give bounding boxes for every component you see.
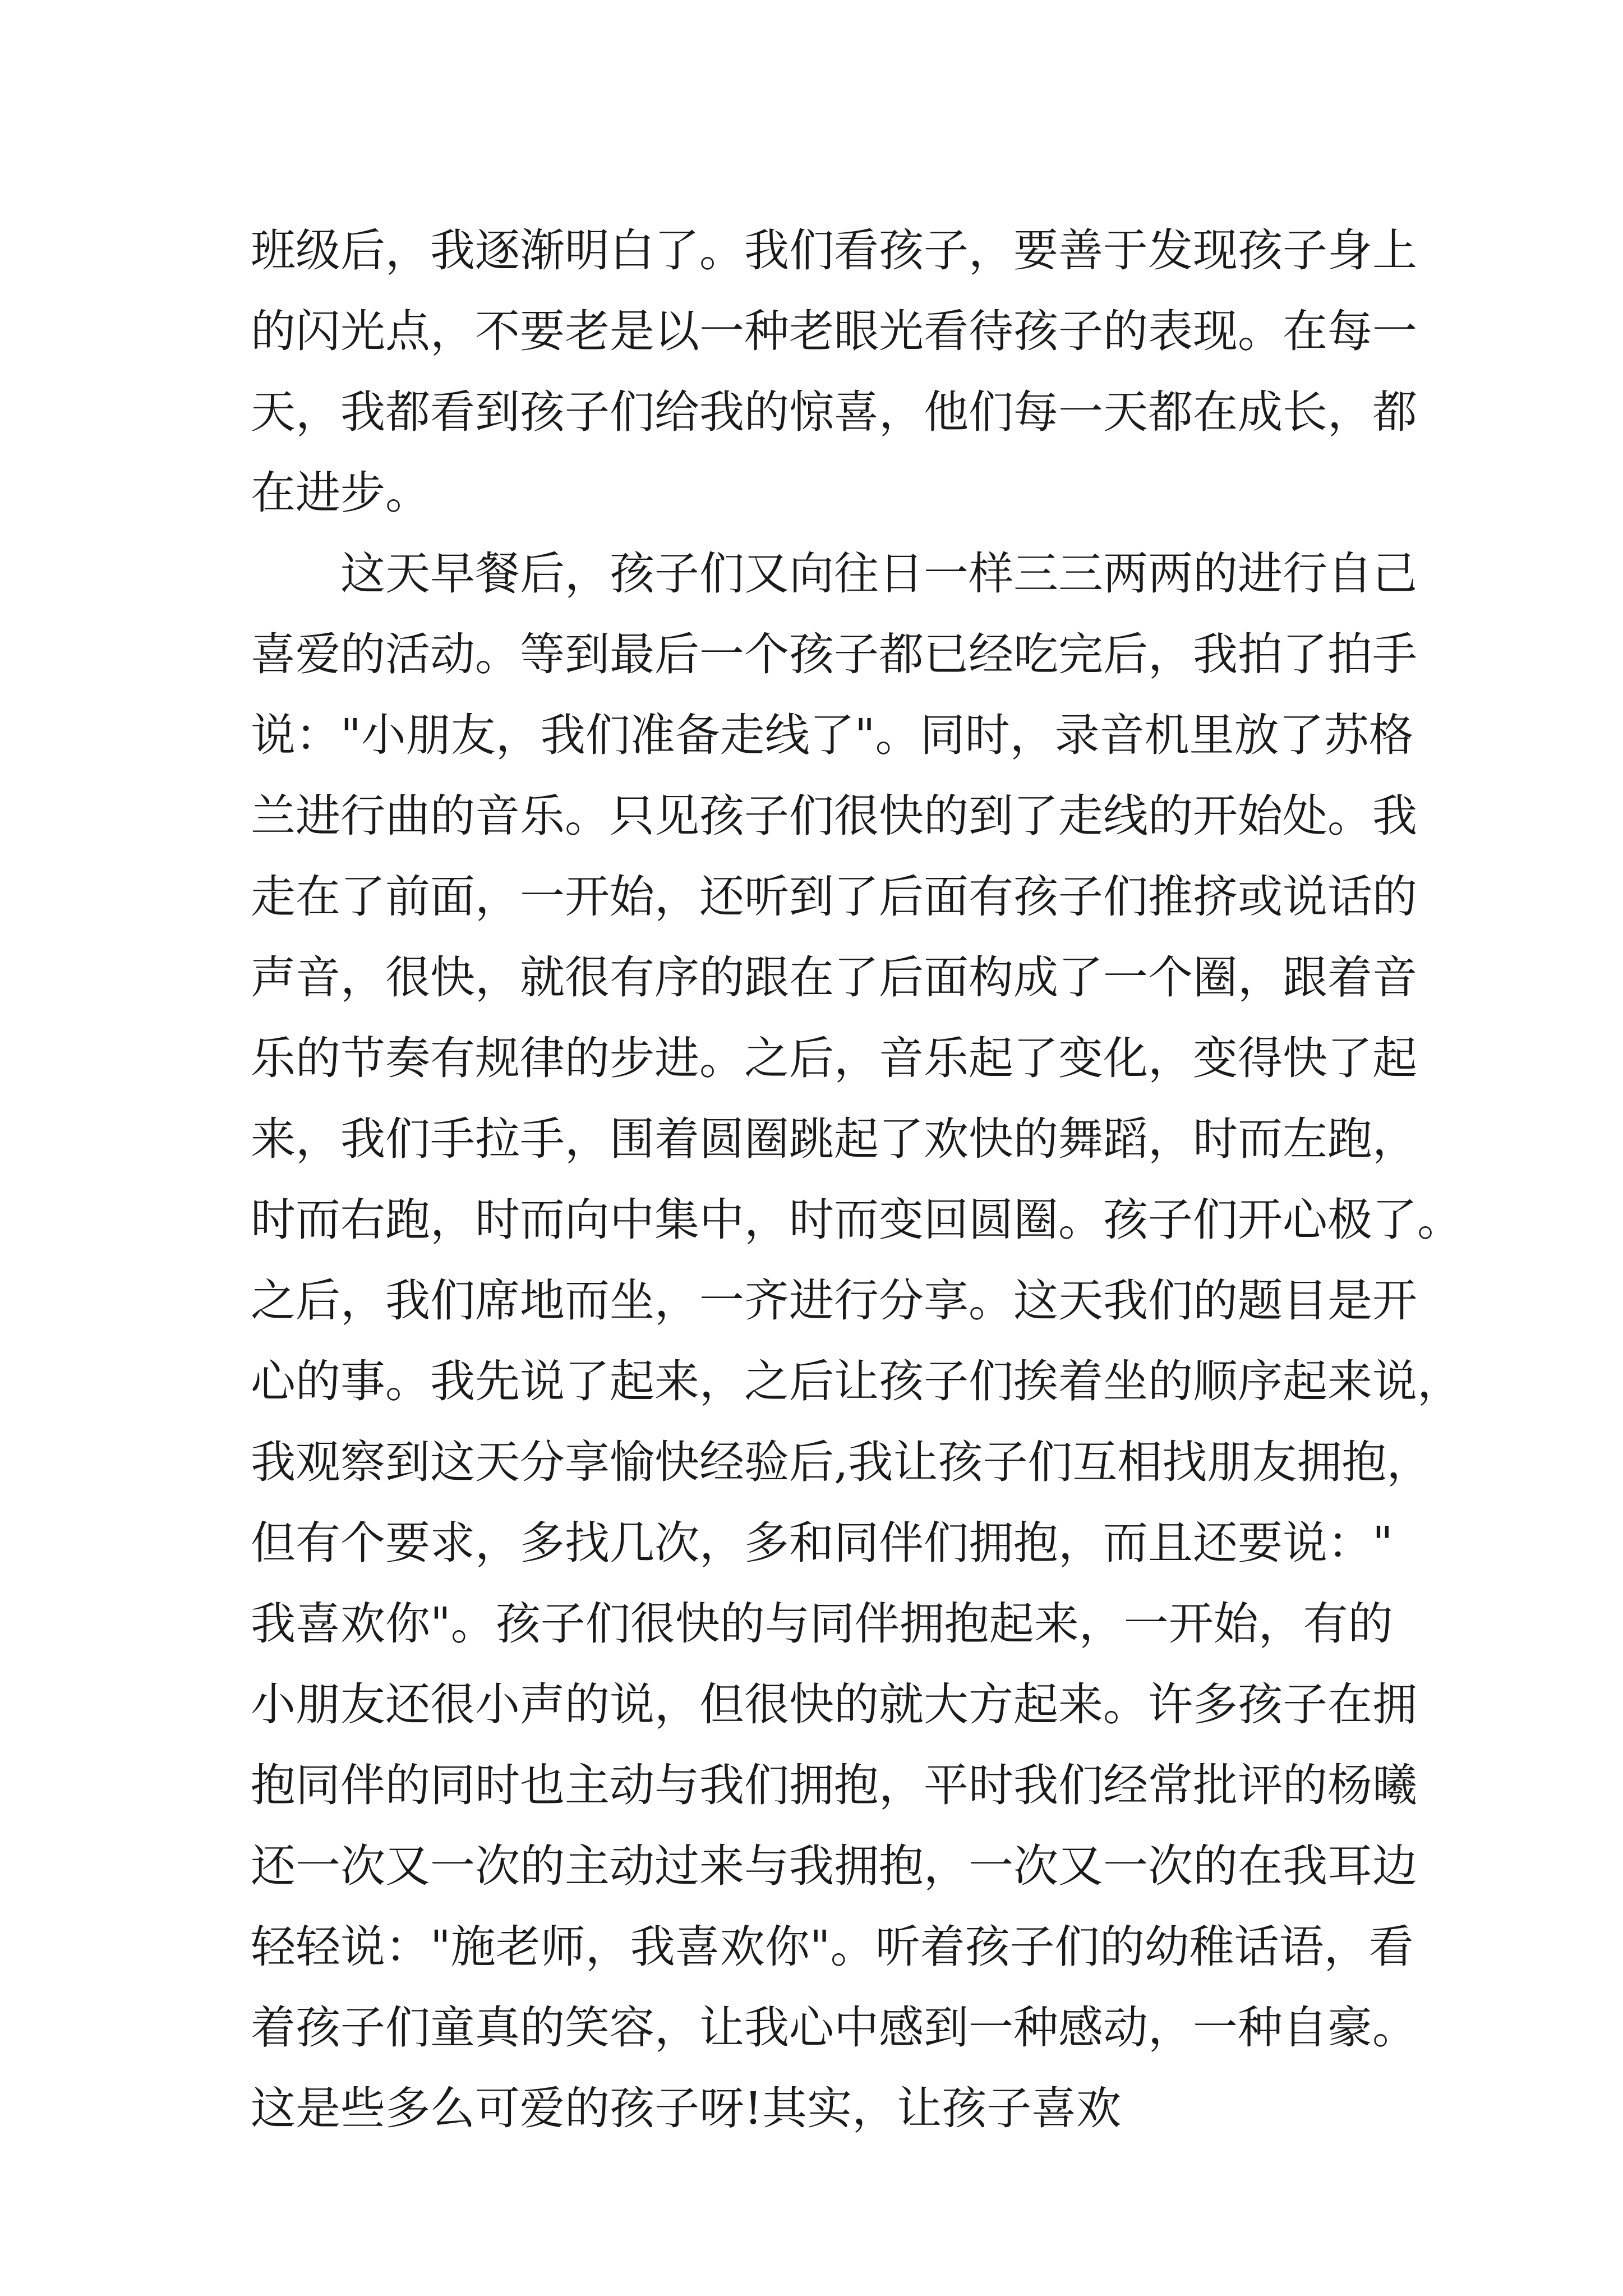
text-line: 在进步。 bbox=[251, 467, 430, 519]
text-line: 兰进行曲的音乐。只见孩子们很快的到了走线的开始处。我 bbox=[251, 790, 1417, 842]
body-text bbox=[251, 210, 1462, 2149]
text-line: 小朋友还很小声的说，但很快的就大方起来。许多孩子在拥 bbox=[251, 1678, 1417, 1731]
text-line: 走在了前面，一开始，还听到了后面有孩子们推挤或说话的 bbox=[251, 871, 1417, 923]
paragraph bbox=[251, 533, 1462, 2149]
text-line: 这是些多么可爱的孩子呀!其实，让孩子喜欢 bbox=[251, 2082, 1122, 2134]
text-line: 的闪光点，不要老是以一种老眼光看待孩子的表现。在每一 bbox=[251, 305, 1417, 357]
text-line: 我观察到这天分享愉快经验后,我让孩子们互相找朋友拥抱， bbox=[251, 1436, 1432, 1488]
text-line: 但有个要求，多找几次，多和同伴们拥抱，而且还要说：" bbox=[251, 1517, 1393, 1569]
text-line: 之后，我们席地而坐，一齐进行分享。这天我们的题目是开 bbox=[251, 1274, 1417, 1327]
text-line: 来，我们手拉手，围着圆圈跳起了欢快的舞蹈，时而左跑， bbox=[251, 1113, 1417, 1165]
text-line: 班级后，我逐渐明白了。我们看孩子，要善于发现孩子身上 bbox=[251, 224, 1417, 277]
text-line: 时而右跑，时而向中集中，时而变回圆圈。孩子们开心极了。 bbox=[251, 1194, 1462, 1246]
text-line: 着孩子们童真的笑容，让我心中感到一种感动，一种自豪。 bbox=[251, 2001, 1417, 2054]
text-line: 这天早餐后，孩子们又向往日一样三三两两的进行自己 bbox=[340, 547, 1417, 600]
text-line: 轻轻说："施老师，我喜欢你"。听着孩子们的幼稚话语，看 bbox=[251, 1921, 1414, 1973]
text-line: 声音，很快，就很有序的跟在了后面构成了一个圈，跟着音 bbox=[251, 951, 1417, 1004]
text-line: 乐的节奏有规律的步进。之后，音乐起了变化，变得快了起 bbox=[251, 1032, 1417, 1084]
paragraph bbox=[251, 210, 1417, 533]
text-line: 说："小朋友，我们准备走线了"。同时，录音机里放了苏格 bbox=[251, 709, 1414, 761]
text-line: 抱同伴的同时也主动与我们拥抱，平时我们经常批评的杨曦 bbox=[251, 1759, 1417, 1811]
text-line: 还一次又一次的主动过来与我拥抱，一次又一次的在我耳边 bbox=[251, 1840, 1417, 1892]
text-line: 天，我都看到孩子们给我的惊喜，他们每一天都在成长，都 bbox=[251, 386, 1417, 438]
text-line: 喜爱的活动。等到最后一个孩子都已经吃完后，我拍了拍手 bbox=[251, 628, 1417, 680]
text-line: 心的事。我先说了起来，之后让孩子们挨着坐的顺序起来说， bbox=[251, 1355, 1462, 1407]
text-line: 我喜欢你"。孩子们很快的与同伴拥抱起来，一开始，有的 bbox=[251, 1598, 1393, 1650]
